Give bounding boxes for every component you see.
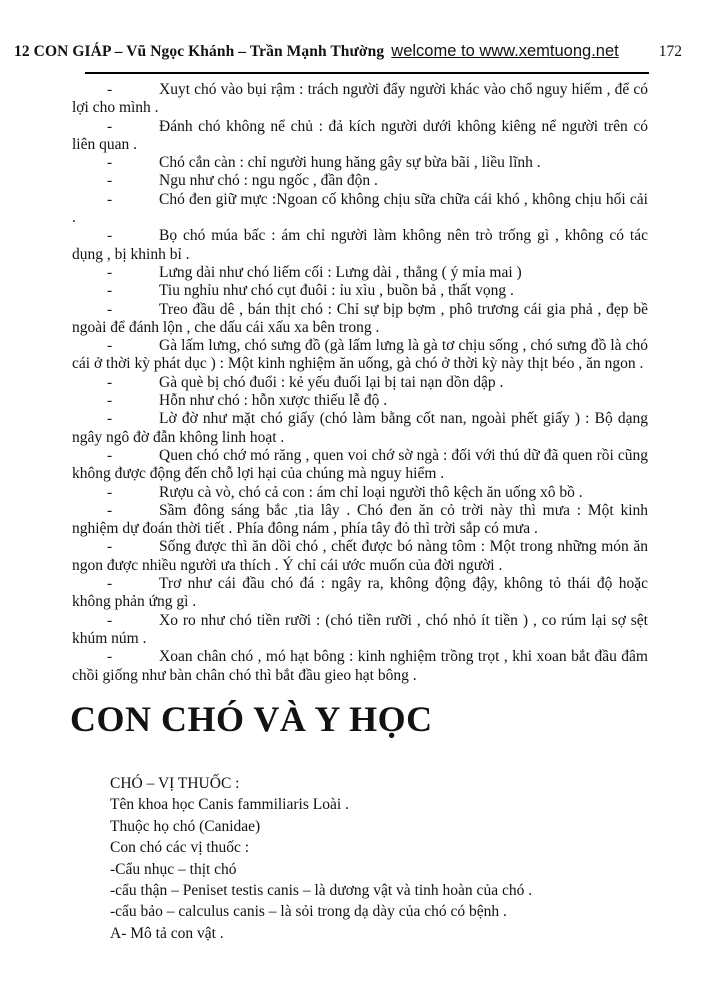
book-title: 12 CON GIÁP – Vũ Ngọc Khánh – Trần Mạnh Thường bbox=[14, 43, 385, 60]
list-bullet: - bbox=[107, 81, 113, 98]
idiom-item bbox=[72, 392, 648, 410]
list-bullet: - bbox=[107, 154, 113, 172]
list-bullet: - bbox=[107, 190, 113, 208]
idiom-item bbox=[72, 374, 648, 392]
medicine-line: Tên khoa học Canis fammiliaris Loài . bbox=[110, 796, 349, 814]
medicine-section bbox=[110, 773, 640, 944]
idiom-item bbox=[72, 154, 648, 172]
idiom-text: Lờ đờ như mặt chó giấy (chó làm bằng cốt nan, ngoài phết giấy ) : Bộ dạng ngây ngô đờ đẫn không linh hoạt . bbox=[72, 410, 648, 446]
list-bullet: - bbox=[107, 410, 113, 428]
list-bullet: - bbox=[107, 263, 113, 281]
idiom-text: Bọ chó múa bấc : ám chỉ người làm không nên trò trống gì , không có tác dụng , bị khinh bỉ . bbox=[72, 227, 648, 263]
idiom-text: Rượu cà vò, chó cả con : ám chỉ loại người thô kệch ăn uống xô bồ . bbox=[159, 483, 583, 501]
list-bullet: - bbox=[107, 611, 113, 629]
idiom-text: Trơ như cái đầu chó đá : ngây ra, không động đậy, không tỏ thái độ hoặc không phản ứng gì . bbox=[72, 575, 648, 611]
idiom-text: Treo đầu dê , bán thịt chó : Chỉ sự bịp bợm , phô trương cái gia phả , đẹp bề ngoài để đánh lộn , che dấu cái xấu xa bên trong . bbox=[72, 300, 648, 336]
idiom-text: Xo ro như chó tiền rưỡi : (chó tiền rưỡi , chó nhỏ ít tiền ) , co rúm lại sợ sệt khúm núm . bbox=[72, 611, 648, 647]
idiom-text: Chó cắn càn : chỉ người hung hăng gây sự bừa bãi , liều lĩnh . bbox=[159, 154, 541, 172]
list-bullet: - bbox=[107, 446, 113, 464]
list-bullet: - bbox=[107, 300, 113, 318]
list-bullet: - bbox=[107, 117, 113, 135]
medicine-line: -cẩu bảo – calculus canis – là sỏi trong dạ dày của chó có bệnh . bbox=[110, 903, 507, 921]
medicine-line: -cẩu thận – Peniset testis canis – là dương vật và tinh hoàn của chó . bbox=[110, 882, 533, 900]
header-divider bbox=[85, 72, 649, 74]
idiom-item bbox=[72, 648, 648, 685]
idiom-text: Ngu như chó : ngu ngốc , đần độn . bbox=[159, 172, 378, 190]
idiom-item bbox=[72, 118, 648, 155]
list-bullet: - bbox=[107, 501, 113, 519]
list-bullet: - bbox=[107, 227, 113, 245]
idiom-item bbox=[72, 410, 648, 447]
list-bullet: - bbox=[107, 575, 113, 593]
idiom-item bbox=[72, 447, 648, 484]
idiom-item bbox=[72, 484, 648, 502]
list-bullet: - bbox=[107, 392, 113, 410]
idiom-item bbox=[72, 575, 648, 612]
medicine-line: A- Mô tả con vật . bbox=[110, 924, 224, 942]
idiom-text: Hỗn như chó : hỗn xược thiếu lễ độ . bbox=[159, 392, 388, 410]
idiom-item bbox=[72, 81, 648, 118]
idiom-text: Gà què bị chó đuổi : kẻ yếu đuối lại bị tai nạn dồn dập . bbox=[159, 373, 504, 391]
idiom-text: Đánh chó không nể chủ : đả kích người dưới không kiêng nể người trên có liên quan . bbox=[72, 117, 648, 153]
idiom-text: Xoan chân chó , mó hạt bông : kinh nghiệm trồng trọt , khi xoan bắt đầu đâm chồi giống như bàn chân chó thì bắt đầu gieo hạt bông . bbox=[72, 648, 648, 684]
idiom-text: Sống được thì ăn dồi chó , chết được bó nàng tôm : Một trong những món ăn ngon được nhiều người ưa thích . Ý chỉ cái ước muốn của đời người . bbox=[72, 538, 648, 574]
list-bullet: - bbox=[107, 538, 113, 556]
list-bullet: - bbox=[107, 282, 113, 300]
list-bullet: - bbox=[107, 373, 113, 391]
idiom-text: Gà lấm lưng, chó sưng đồ (gà lấm lưng là gà tơ chịu sống , chó sưng đồ là chó cái ở thời kỳ phát dục ) : Một kinh nghiệm ăn uống, gà chó ở thời kỳ này thịt béo , ăn ngon . bbox=[72, 337, 648, 373]
page-header bbox=[14, 42, 682, 61]
idiom-text: Sầm đông sáng bắc ,tia lây . Chó đen ăn cỏ trời này thì mưa : Một kinh nghiệm dự đoán thời tiết . Phía đông nám , phía tây đỏ thì trời sắp có mưa . bbox=[72, 501, 648, 538]
idiom-text: Chó đen giữ mực :Ngoan cố không chịu sữa chữa cái khó , không chịu hối cải . bbox=[72, 190, 648, 227]
medicine-line: -Cẩu nhục – thịt chó bbox=[110, 860, 237, 878]
idiom-item bbox=[72, 191, 648, 228]
page-number: 172 bbox=[658, 43, 682, 60]
medicine-line: CHÓ – VỊ THUỐC : bbox=[110, 775, 240, 792]
idiom-item bbox=[72, 227, 648, 264]
section-title: CON CHÓ VÀ Y HỌC bbox=[70, 699, 433, 739]
idiom-item bbox=[72, 301, 648, 338]
idiom-item bbox=[72, 172, 648, 190]
idiom-text: Lưng dài như chó liếm cối : Lưng dài , thẳng ( ý mỉa mai ) bbox=[159, 263, 522, 281]
list-bullet: - bbox=[107, 337, 113, 355]
idiom-item bbox=[72, 264, 648, 282]
idiom-item bbox=[72, 502, 648, 539]
idiom-item bbox=[72, 282, 648, 300]
idiom-item bbox=[72, 538, 648, 575]
medicine-line: Con chó các vị thuốc : bbox=[110, 839, 250, 857]
list-bullet: - bbox=[107, 483, 113, 501]
list-bullet: - bbox=[107, 648, 113, 666]
list-bullet: - bbox=[107, 172, 113, 190]
idiom-text: Xuyt chó vào bụi rậm : trách người đẩy người khác vào chổ nguy hiểm , để có lợi cho mình . bbox=[72, 81, 648, 117]
idiom-item bbox=[72, 337, 648, 374]
idiom-text: Quen chó chớ mó răng , quen voi chớ sờ ngà : đối với thú dữ đã quen rồi cũng không được động đến chỗ lợi hại của chúng mà nguy hiểm . bbox=[72, 446, 648, 483]
idiom-list bbox=[72, 81, 648, 685]
idiom-item bbox=[72, 612, 648, 649]
medicine-line: Thuộc họ chó (Canidae) bbox=[110, 817, 261, 835]
idiom-text: Tiu nghỉu như chó cụt đuôi : ỉu xìu , buồn bả , thất vọng . bbox=[159, 282, 514, 300]
site-link[interactable]: welcome to www.xemtuong.net bbox=[391, 42, 619, 60]
